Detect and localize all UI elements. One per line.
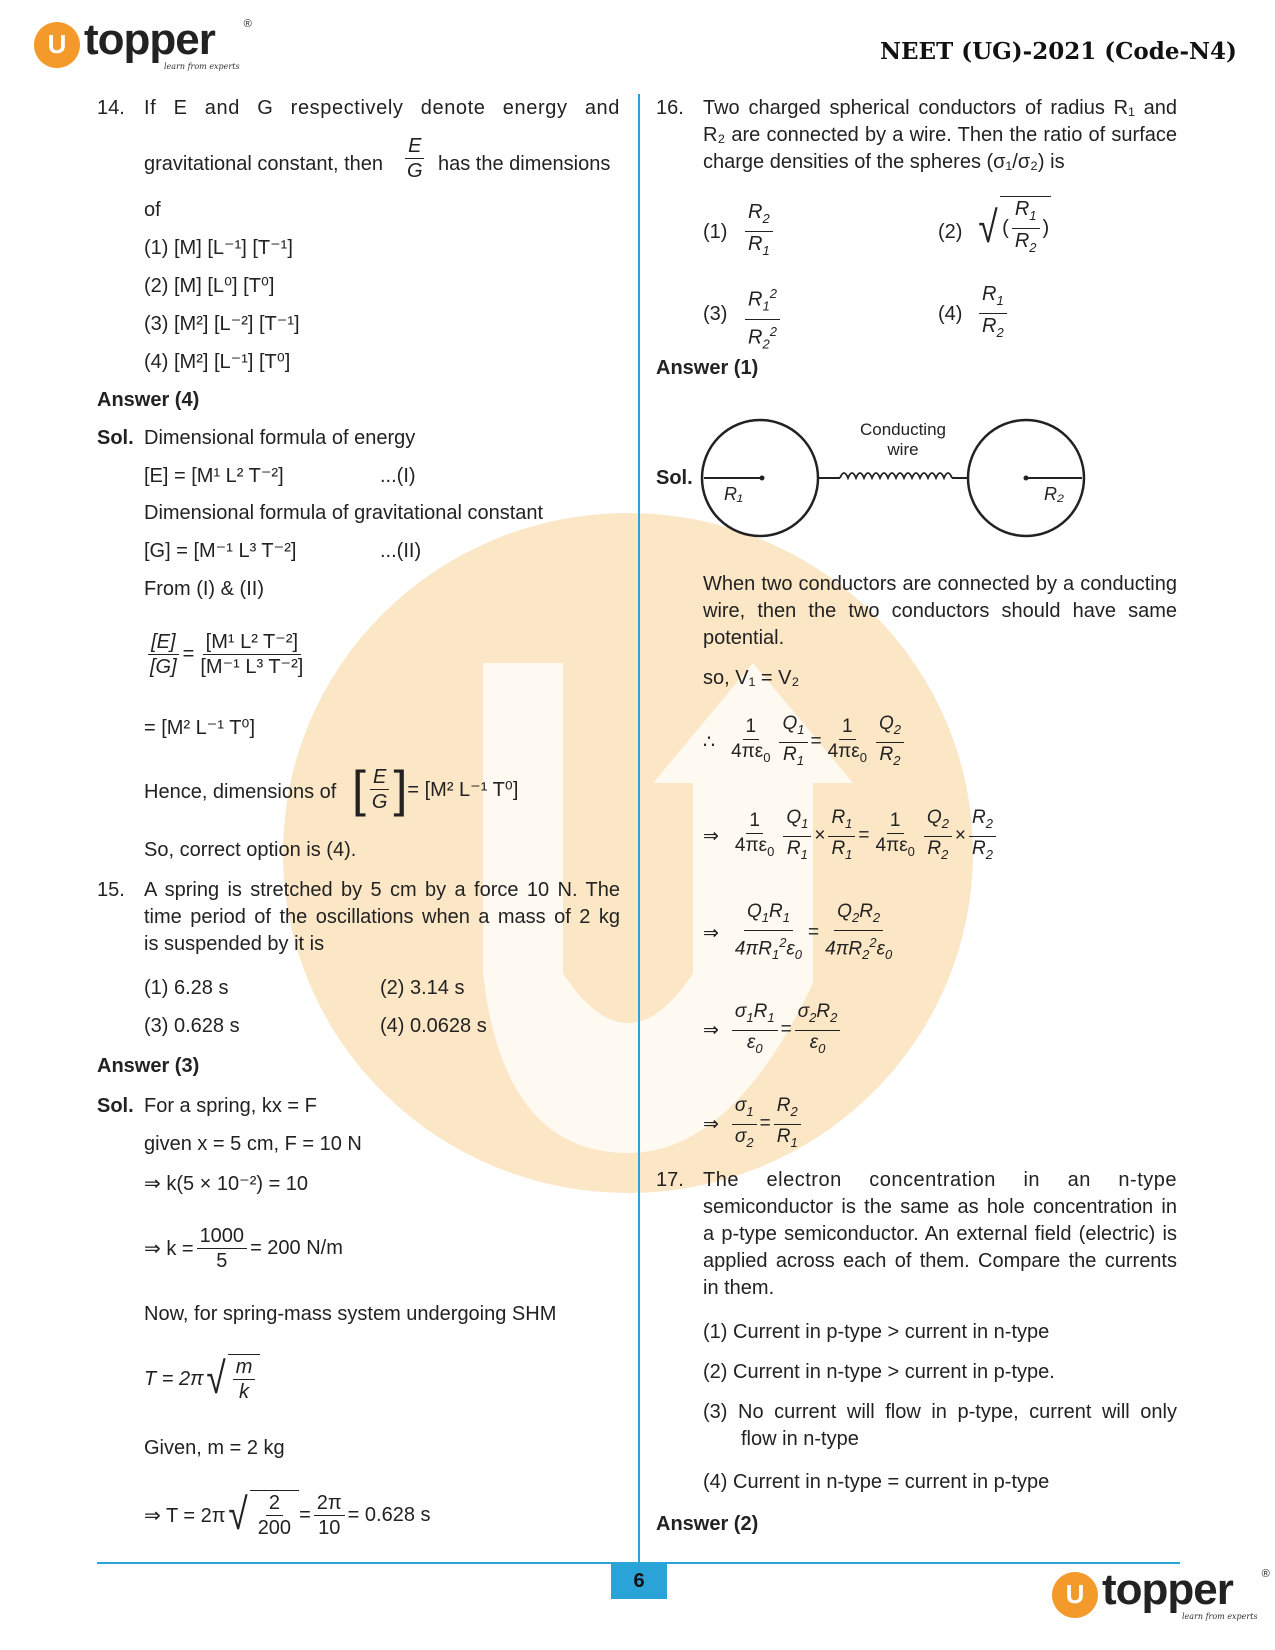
q15-step2-post: = 200 N/m xyxy=(250,1237,343,1259)
q14-conclusion: So, correct option is (4). xyxy=(144,839,357,861)
q17-answer: Answer (2) xyxy=(656,1513,759,1535)
q17-line3: a p-type semiconductor. An external field (electric) is xyxy=(703,1223,1177,1245)
q15-given2: Given, m = 2 kg xyxy=(144,1437,285,1459)
q16-sol-label: Sol. xyxy=(656,467,693,489)
logo-text: topper xyxy=(84,15,215,64)
column-divider xyxy=(638,94,640,1564)
q15-option-1: (1) 6.28 s xyxy=(144,977,229,999)
logo-u-icon: U xyxy=(34,22,80,68)
q14-line3: of xyxy=(144,199,161,221)
q15-final-post: = 0.628 s xyxy=(347,1503,431,1526)
q16-option-3-value: $\frac{R_1^2}{R_2^2}$ xyxy=(742,282,783,356)
footer-logo-text: topper xyxy=(1102,1565,1233,1614)
q14-fraction-e-over-g: $\frac{E}{G}$ xyxy=(407,135,423,182)
q15-line1: A spring is stretched by 5 cm by a force 10 N. The xyxy=(144,879,620,901)
q14-option-1: (1) [M] [L⁻¹] [T⁻¹] xyxy=(144,237,293,259)
q15-line3: is suspended by it is xyxy=(144,933,325,955)
q14-eq2: [G] = [M⁻¹ L³ T⁻²] xyxy=(144,540,297,562)
footer-logo-u-icon: U xyxy=(1052,1572,1098,1618)
q15-option-4: (4) 0.0628 s xyxy=(380,1015,487,1037)
q17-option-1: (1) Current in p-type > current in n-type xyxy=(703,1321,1050,1343)
q16-option-2-value: √ ( $\frac{R_1}{R_2}$ ) xyxy=(976,196,1051,260)
q14-ratio-denominator: [M⁻¹ L³ T⁻²] xyxy=(200,656,304,678)
q16-step5: ⇒ $\frac{\sigma_1}{\sigma_2}$ = $\frac{R_2}{R_1}$ xyxy=(703,1094,804,1155)
q15-step1: ⇒ k(5 × 10⁻²) = 10 xyxy=(144,1173,309,1195)
q14-eq1: [E] = [M¹ L² T⁻²] xyxy=(144,465,284,487)
q14-eq1-tag: ...(I) xyxy=(380,465,416,487)
q14-sol-line2: Dimensional formula of gravitational constant xyxy=(144,502,544,524)
q15-formula-pre: T = 2π xyxy=(144,1367,204,1390)
q16-option-1-label: (1) xyxy=(703,221,728,243)
q14-hence-result: = [M² L⁻¹ T⁰] xyxy=(407,778,519,801)
diagram-label-line2: wire xyxy=(887,440,919,459)
q16-step4: ⇒ $\frac{\sigma_1R_1}{\varepsilon_0}$ = $\frac{\sigma_2R_2}{\varepsilon_0}$ xyxy=(703,1000,843,1061)
q16-line3: charge densities of the spheres (σ₁/σ₂) is xyxy=(703,151,1065,173)
logo-tagline: learn from experts xyxy=(164,62,240,71)
q15-step2-num: 1000 xyxy=(197,1224,248,1249)
q14-sol-label: Sol. xyxy=(97,427,134,449)
q16-so: so, V₁ = V₂ xyxy=(703,667,800,689)
q14-sol-line1: Dimensional formula of energy xyxy=(144,427,416,449)
q17-line4: applied across each of them. Compare the currents xyxy=(703,1250,1177,1272)
q16-line1: Two charged spherical conductors of radius R₁ and xyxy=(703,97,1177,119)
paper-code: NEET (UG)-2021 (Code-N4) xyxy=(880,38,1237,65)
coil-wire-icon xyxy=(840,473,952,478)
q14-line1: If E and G respectively denote energy and xyxy=(144,97,620,119)
q15-step2 xyxy=(144,1224,343,1273)
q17-option-4: (4) Current in n-type = current in p-type xyxy=(703,1471,1050,1493)
q16-step3: ⇒ $\frac{Q_1R_1}{4\pi R_1^2\varepsilon_0}$ = $\frac{Q_2R_2}{4\pi R_2^2\varepsilon_0}$ xyxy=(703,901,893,962)
q14-eq2-tag: ...(II) xyxy=(380,540,422,562)
q15-answer: Answer (3) xyxy=(97,1055,200,1077)
q14-number: 14. xyxy=(97,97,125,119)
footer-logo-tagline: learn from experts xyxy=(1182,1612,1258,1621)
q15-line2: time period of the oscillations when a mass of 2 kg xyxy=(144,906,620,928)
q17-line1: The electron concentration in an n-type xyxy=(703,1169,1177,1191)
q17-line2: semiconductor is the same as hole concentration in xyxy=(703,1196,1177,1218)
q15-sol-line1: For a spring, kx = F xyxy=(144,1095,317,1117)
q17-option-3: (3) No current will flow in p-type, current will only xyxy=(703,1401,1177,1423)
page-number: 6 xyxy=(611,1564,667,1599)
q14-result: = [M² L⁻¹ T⁰] xyxy=(144,717,255,739)
q15-given1: given x = 5 cm, F = 10 N xyxy=(144,1133,362,1155)
q14-line2b: has the dimensions xyxy=(438,153,611,175)
q16-explain-3: potential. xyxy=(703,627,785,649)
q15-step2-den: 5 xyxy=(216,1250,228,1272)
q14-option-3: (3) [M²] [L⁻²] [T⁻¹] xyxy=(144,313,300,335)
q16-option-4-label: (4) xyxy=(938,303,963,325)
q16-line2: R₂ are connected by a wire. Then the ratio of surface xyxy=(703,124,1177,146)
q16-number: 16. xyxy=(656,97,684,119)
q14-ratio-numerator: [M¹ L² T⁻²] xyxy=(203,630,301,655)
q15-formula: T = 2π √ $\frac{m}{k}$ xyxy=(144,1354,260,1404)
q15-final: ⇒ T = 2π √ $\frac{2}{200}$ = $\frac{2\pi}{10}$ = 0.628 s xyxy=(144,1490,431,1539)
q15-number: 15. xyxy=(97,879,125,901)
q15-final-pre: ⇒ T = 2π xyxy=(144,1504,226,1527)
q14-from: From (I) & (II) xyxy=(144,578,264,600)
q16-option-2-label: (2) xyxy=(938,221,963,243)
q16-step2: ⇒ $\frac{1}{4\pi\varepsilon_0}$ $\frac{Q_1}{R_1}$ × $\frac{R_1}{R_1}$ = $\frac{1}{4\pi\varepsilon_0}$ $\frac{Q_2}{R_2}$ × $\frac{R_2}{R_2}$ xyxy=(703,806,999,867)
q16-explain-1: When two conductors are connected by a conducting xyxy=(703,573,1177,595)
q16-option-3-label: (3) xyxy=(703,303,728,325)
q16-step1: ∴ $\frac{1}{4\pi\varepsilon_0}$ $\frac{Q_1}{R_1}$ = $\frac{1}{4\pi\varepsilon_0}$ $\frac{Q_2}{R_2}$ xyxy=(703,712,907,773)
q14-hence: Hence, dimensions of xyxy=(144,781,337,803)
q14-option-2: (2) [M] [L⁰] [T⁰] xyxy=(144,275,275,297)
q16-option-1-value: $\frac{R_2}{R_1}$ xyxy=(742,200,776,263)
q15-option-2: (2) 3.14 s xyxy=(380,977,465,999)
q16-diagram-label xyxy=(848,420,958,460)
q14-option-4: (4) [M²] [L⁻¹] [T⁰] xyxy=(144,351,291,373)
q16-r1-label: R₁ xyxy=(724,484,743,504)
q17-number: 17. xyxy=(656,1169,684,1191)
q14-answer: Answer (4) xyxy=(97,389,200,411)
header-logo: U topper learn from experts ® xyxy=(34,18,252,71)
q17-option-3-cont: flow in n-type xyxy=(741,1428,859,1450)
q14-hence-bracket: [ $\frac{E}{G}$ ] = [M² L⁻¹ T⁰] xyxy=(352,761,519,817)
footer-logo: U topper learn from experts ® xyxy=(1052,1568,1270,1621)
diagram-label-line1: Conducting xyxy=(859,420,946,439)
q14-ratio-equation: $\frac{[E]}{[G]}$ = $\frac{\text{[M¹ L² T⁻²]}}{\text{[M⁻¹ L³ T⁻²]}}$ xyxy=(144,630,309,679)
q17-option-2: (2) Current in n-type > current in p-type. xyxy=(703,1361,1055,1383)
q17-line5: in them. xyxy=(703,1277,775,1299)
q16-r2-label: R₂ xyxy=(1044,484,1064,504)
q15-step2-pre: ⇒ k = xyxy=(144,1238,194,1260)
q15-option-3: (3) 0.628 s xyxy=(144,1015,240,1037)
q15-shm: Now, for spring-mass system undergoing SHM xyxy=(144,1303,557,1325)
q16-option-4-value: $\frac{R_1}{R_2}$ xyxy=(976,282,1010,345)
q16-answer: Answer (1) xyxy=(656,357,759,379)
q15-sol-label: Sol. xyxy=(97,1095,134,1117)
q16-explain-2: wire, then the two conductors should have same xyxy=(703,600,1177,622)
q14-line2a: gravitational constant, then xyxy=(144,153,384,175)
